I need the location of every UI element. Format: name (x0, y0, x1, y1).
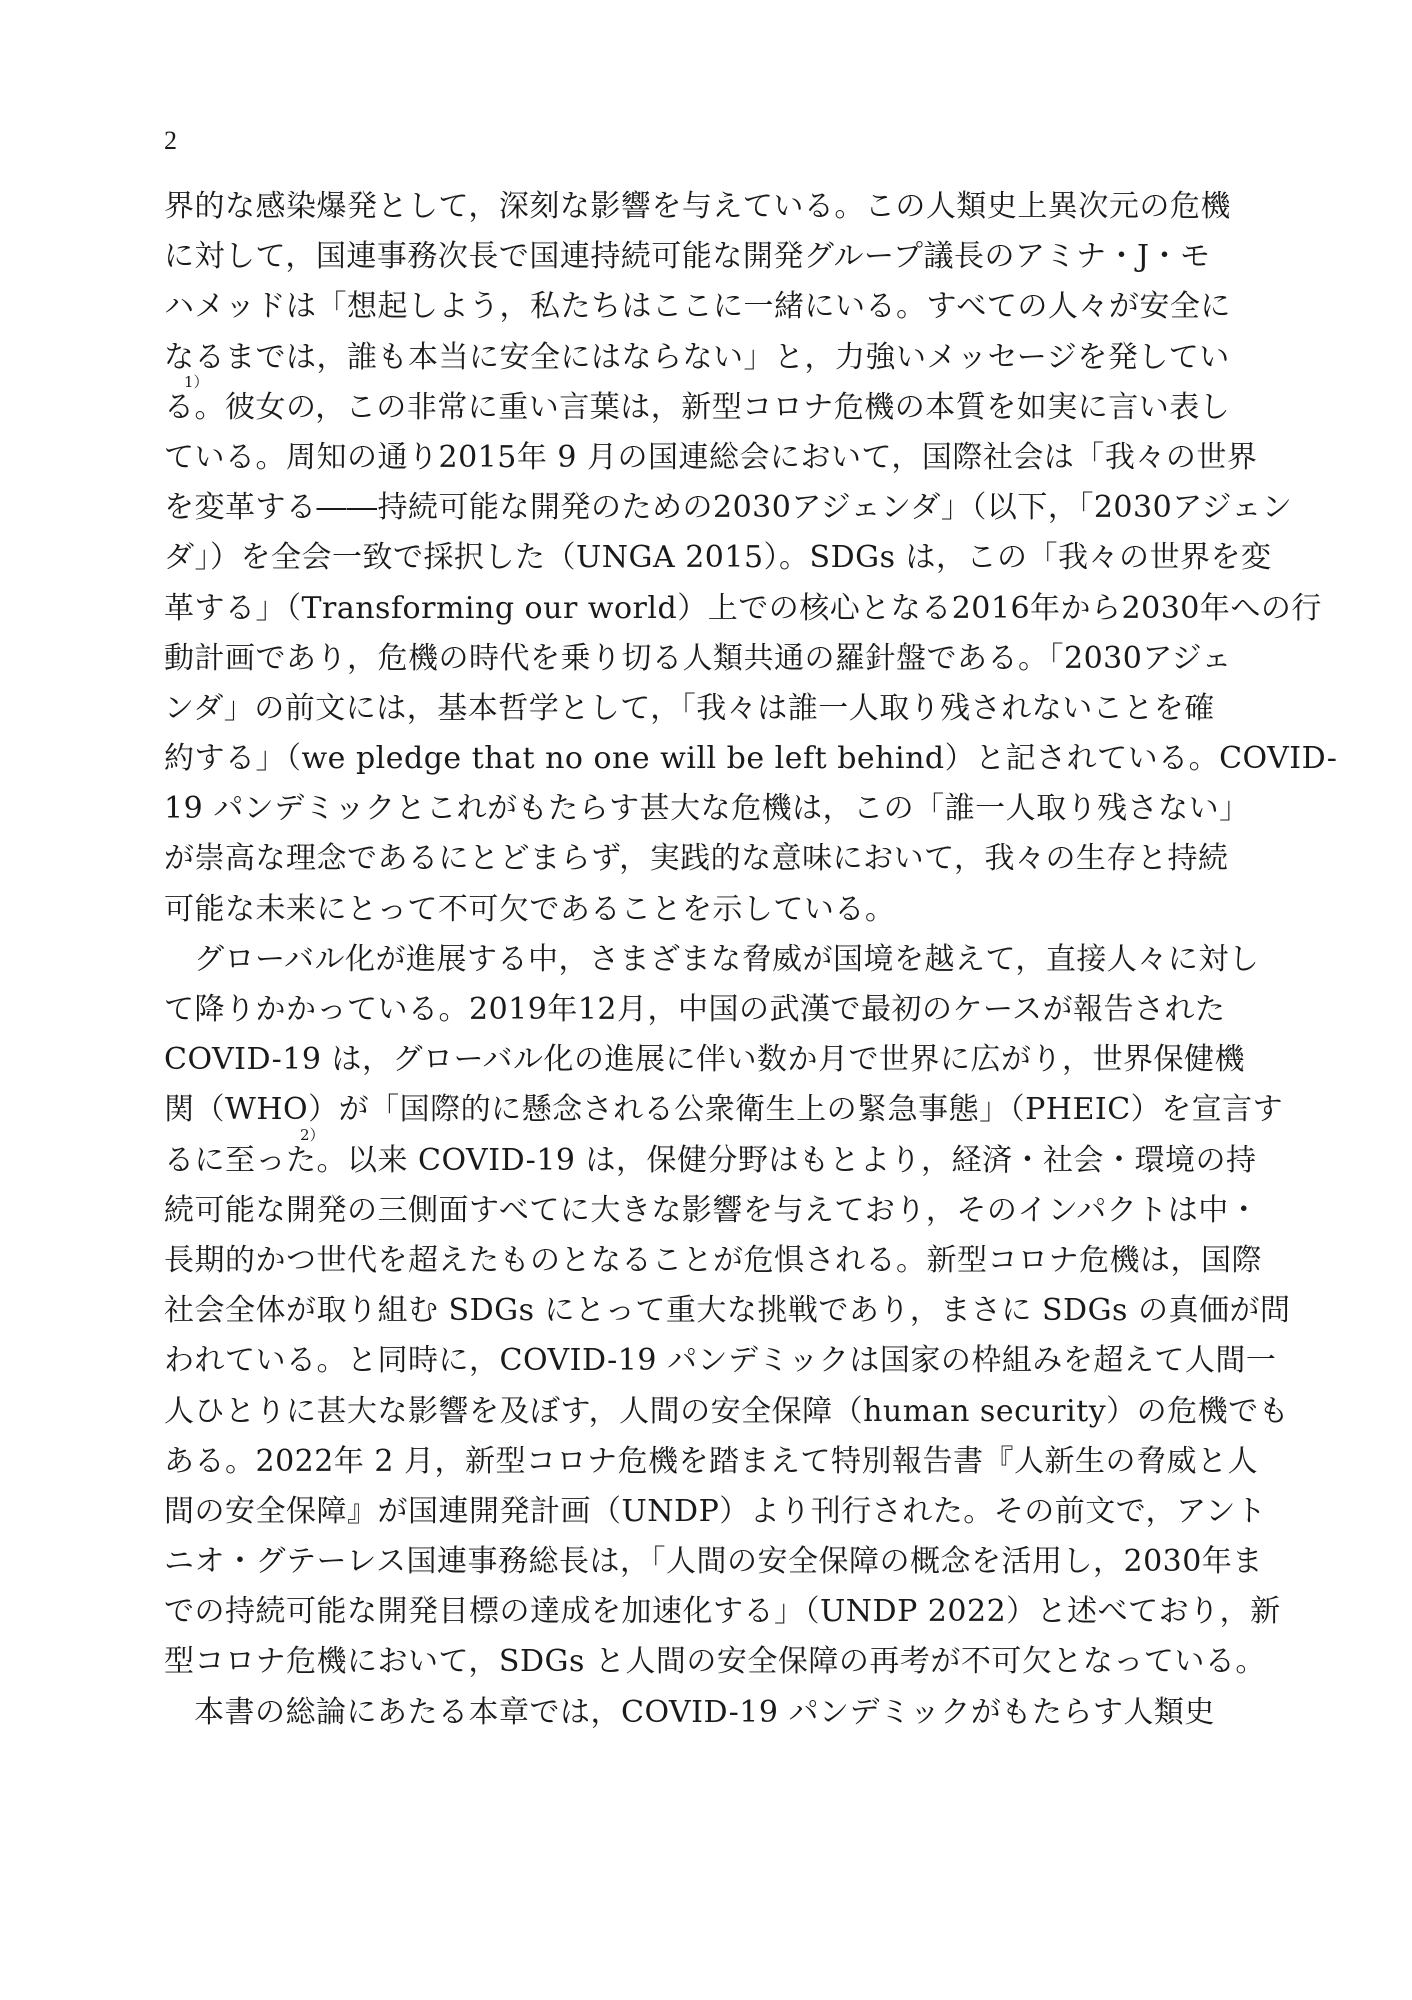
text-line: ハメッドは「想起しよう，私たちはここに一緒にいる。すべての人々が安全に (164, 289, 1231, 325)
text-line: ある。2022年 2 月，新型コロナ危機を踏まえて特別報告書『人新生の脅威と人 (164, 1443, 1259, 1479)
text-line-with-footnote (164, 1125, 1257, 1186)
text-line: 型コロナ危機において，SDGs と人間の安全保障の再考が不可欠となっている。 (164, 1644, 1266, 1680)
text-line: 社会全体が取り組む SDGs にとって重大な挑戦であり，まさに SDGs の真価が問 (164, 1293, 1291, 1329)
text-line: 革する」（Transforming our world）上での核心となる2016年から2030年への行 (164, 590, 1322, 626)
footnote-marker-1: 1） (184, 372, 209, 391)
text-line: COVID-19 は，グローバル化の進展に伴い数か月で世界に広がり，世界保健機 (164, 1042, 1245, 1078)
page-number: 2 (164, 126, 177, 155)
text-line-with-footnote (164, 372, 1231, 433)
text-line: 続可能な開発の三側面すべてに大きな影響を与えており，そのインパクトは中・ (164, 1192, 1260, 1228)
text-line: 関（WHO）が「国際的に懸念される公衆衛生上の緊急事態」（PHEIC）を宣言す (164, 1092, 1284, 1128)
text-line: での持続可能な開発目標の達成を加速化する」（UNDP 2022）と述べており，新 (164, 1594, 1281, 1630)
text-line: 長期的かつ世代を超えたものとなることが危惧される。新型コロナ危機は，国際 (164, 1242, 1262, 1278)
body-text (164, 182, 1338, 1738)
text-line: 人ひとりに甚大な影響を及ぼす，人間の安全保障（human security）の危機でも (164, 1393, 1290, 1429)
text-line: て降りかかっている。2019年12月，中国の武漢で最初のケースが報告された (164, 992, 1226, 1027)
paragraph-start-line: 本書の総論にあたる本章では，COVID-19 パンデミックがもたらす人類史 (194, 1694, 1215, 1730)
text-line: に対して，国連事務次長で国連持続可能な開発グループ議長のアミナ・J・モ (164, 239, 1211, 275)
text-line: 動計画であり，危機の時代を乗り切る人類共通の羅針盤である。「2030アジェ (164, 640, 1233, 676)
footnote-marker-2: 2） (300, 1125, 325, 1144)
text-line: 約する」（we pledge that no one will be left behind）と記されている。COVID- (164, 741, 1338, 777)
text-line: る。彼女の，この非常に重い言葉は，新型コロナ危機の本質を如実に言い表し (164, 389, 1231, 425)
text-line: 可能な未来にとって不可欠であることを示している。 (164, 891, 896, 927)
text-line: ダ」）を全会一致で採択した（UNGA 2015）。SDGs は，この「我々の世界を変 (164, 540, 1272, 576)
text-line: なるまでは，誰も本当に安全にはならない」と，力強いメッセージを発してい (164, 339, 1230, 375)
text-line: を変革する――持続可能な開発のための2030アジェンダ」（以下，「2030アジェン (164, 490, 1293, 526)
text-line: 界的な感染爆発として，深刻な影響を与えている。この人類史上異次元の危機 (164, 189, 1231, 224)
text-line: るに至った。以来 COVID-19 は，保健分野はもとより，経済・社会・環境の持 (164, 1142, 1257, 1178)
text-line: われている。と同時に，COVID-19 パンデミックは国家の枠組みを超えて人間一 (164, 1343, 1277, 1379)
text-line: 19 パンデミックとこれがもたらす甚大な危機は，この「誰一人取り残さない」 (164, 791, 1250, 827)
text-line: ンダ」の前文には，基本哲学として，「我々は誰一人取り残されないことを確 (164, 690, 1215, 726)
text-line: が崇高な理念であるにとどまらず，実践的な意味において，我々の生存と持続 (164, 841, 1229, 877)
paragraph-start-line: グローバル化が進展する中，さまざまな脅威が国境を越えて，直接人々に対し (194, 941, 1260, 977)
text-line: ている。周知の通り2015年 9 月の国連総会において，国際社会は「我々の世界 (164, 439, 1258, 475)
text-line: ニオ・グテーレス国連事務総長は，「人間の安全保障の概念を活用し，2030年ま (164, 1544, 1263, 1580)
text-line: 間の安全保障』が国連開発計画（UNDP）より刊行された。その前文で，アント (164, 1493, 1267, 1529)
